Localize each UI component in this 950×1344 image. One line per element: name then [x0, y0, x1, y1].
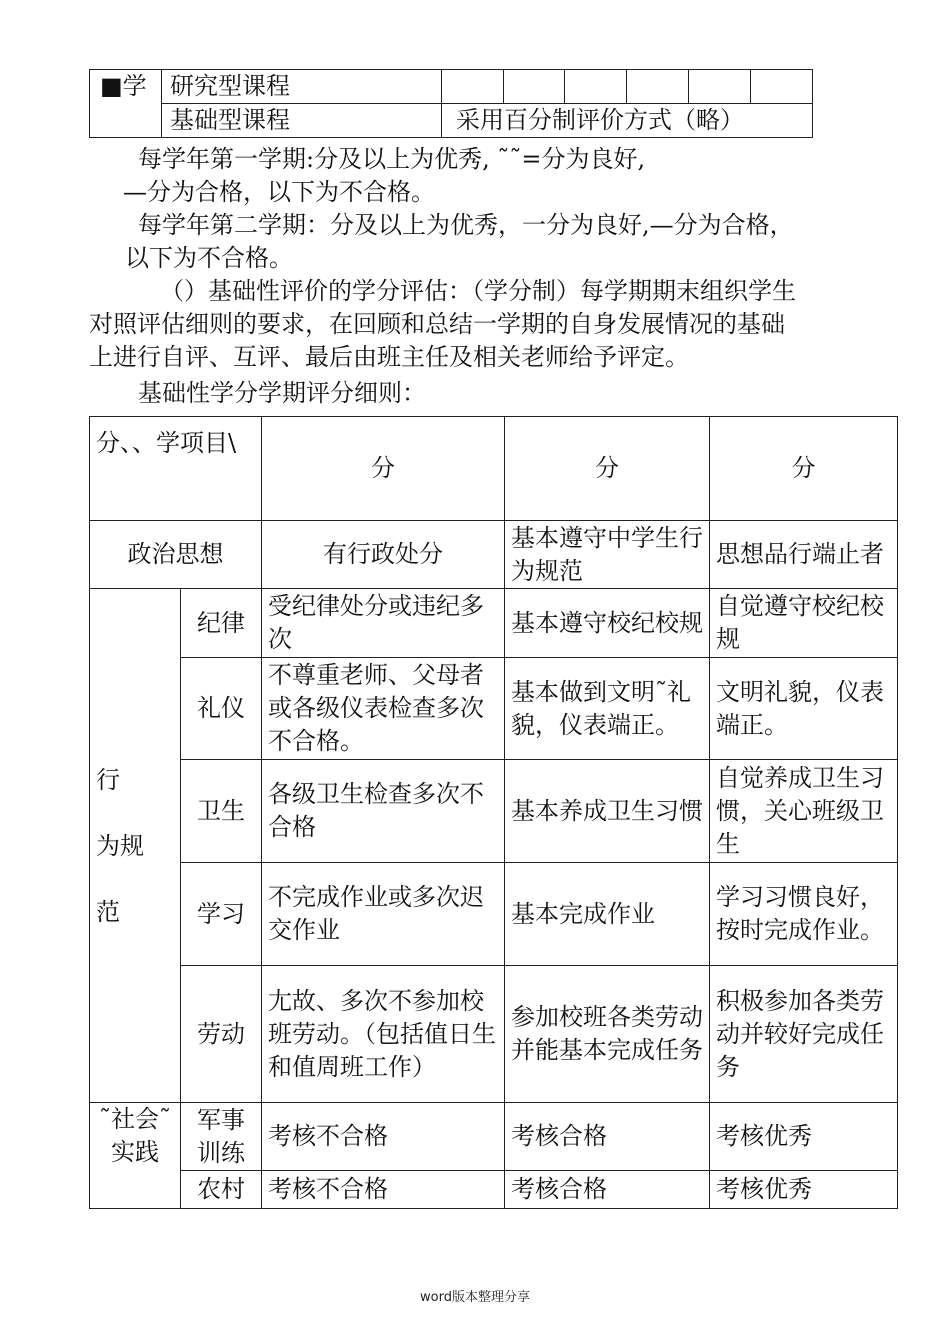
behavior-sub-label: 卫生 [181, 760, 262, 863]
politics-col-1: 有行政处分 [262, 521, 505, 589]
empty-cell [689, 70, 751, 104]
behavior-row-study [90, 863, 898, 966]
research-course-label: 研究型课程 [162, 70, 442, 104]
behavior-group-line: 范 [96, 898, 120, 926]
behavior-sub-label: 纪律 [181, 589, 262, 658]
behavior-group-label [90, 589, 181, 1103]
basic-course-note: 采用百分制评价方式（略） [442, 104, 813, 138]
politics-col-2: 基本遵守中学生行为规范 [505, 521, 710, 589]
behavior-col-1: 尢故、多次不参加校班劳动。（包括值日生和值周班工作） [262, 966, 505, 1103]
social-col-2: 考核合格 [505, 1171, 710, 1209]
social-sub-label: 军事训练 [181, 1103, 262, 1171]
behavior-group-line: 为规 [96, 832, 144, 860]
empty-cell [504, 70, 565, 104]
behavior-row-hygiene [90, 760, 898, 863]
behavior-col-3: 文明礼貌，仪表端正。 [710, 658, 898, 760]
behavior-col-1: 不完成作业或多次迟交作业 [262, 863, 505, 966]
social-col-1: 考核不合格 [262, 1103, 505, 1171]
empty-cell [442, 70, 504, 104]
politics-col-3: 思想品行端止者 [710, 521, 898, 589]
social-col-1: 考核不合格 [262, 1171, 505, 1209]
behavior-row-discipline [90, 589, 898, 658]
behavior-sub-label: 劳动 [181, 966, 262, 1103]
social-group-label: ˜社会˜实践 [90, 1103, 181, 1209]
behavior-col-3: 积极参加各类劳动并较好完成任务 [710, 966, 898, 1103]
paragraph-line: 每学年第二学期：分及以上为优秀，一分为良好,—分为合格， [138, 211, 794, 239]
behavior-col-2: 基本养成卫生习惯 [505, 760, 710, 863]
header-col-1: 分 [262, 417, 505, 521]
behavior-col-1: 受纪律处分或违纪多次 [262, 589, 505, 658]
header-col-2: 分 [505, 417, 710, 521]
social-col-3: 考核优秀 [710, 1171, 898, 1209]
page-footer: word版本整理分享 [420, 1290, 530, 1305]
behavior-col-1: 不尊重老师、父母者或各级仪表检查多次不合格。 [262, 658, 505, 760]
behavior-col-2: 基本完成作业 [505, 863, 710, 966]
paragraph-line: 上进行自评、互评、最后由班主任及相关老师给予评定。 [89, 343, 689, 371]
social-row-rural [90, 1171, 898, 1209]
behavior-group-line: 行 [96, 766, 120, 794]
header-col-3: 分 [710, 417, 898, 521]
paragraph-line: —分为合格，以下为不合格。 [123, 178, 435, 206]
research-course-row [90, 70, 813, 104]
behavior-col-3: 自觉养成卫生习惯，关心班级卫生 [710, 760, 898, 863]
paragraph-line: 以下为不合格。 [125, 244, 293, 272]
behavior-sub-label: 礼仪 [181, 658, 262, 760]
behavior-col-1: 各级卫生检查多次不合格 [262, 760, 505, 863]
behavior-sub-label: 学习 [181, 863, 262, 966]
empty-cell [751, 70, 813, 104]
header-corner: 分、、学项目\ [90, 417, 262, 521]
empty-cell [627, 70, 689, 104]
behavior-col-2: 参加校班各类劳动并能基本完成任务 [505, 966, 710, 1103]
social-sub-label: 农村 [181, 1171, 262, 1209]
politics-label: 政治思想 [90, 521, 262, 589]
behavior-row-etiquette [90, 658, 898, 760]
behavior-col-3: 学习习惯良好，按时完成作业。 [710, 863, 898, 966]
basic-course-row [90, 104, 813, 138]
social-col-3: 考核优秀 [710, 1103, 898, 1171]
basic-course-label: 基础型课程 [162, 104, 442, 138]
empty-cell [565, 70, 627, 104]
behavior-col-3: 自觉遵守校纪校规 [710, 589, 898, 658]
behavior-row-labor [90, 966, 898, 1103]
course-table-lead: ■学 [90, 70, 162, 138]
paragraph-line: 每学年第一学期:分及以上为优秀, ˜˜=分为良好, [138, 145, 646, 173]
paragraph-line: 对照评估细则的要求，在回顾和总结一学期的自身发展情况的基础 [89, 310, 785, 338]
course-table [89, 69, 813, 138]
behavior-col-2: 基本做到文明˜礼貌，仪表端正。 [505, 658, 710, 760]
header-row [90, 417, 898, 521]
behavior-col-2: 基本遵守校纪校规 [505, 589, 710, 658]
social-row-military [90, 1103, 898, 1171]
table-caption: 基础性学分学期评分细则： [138, 379, 426, 407]
scoring-rules-table [89, 416, 898, 1209]
politics-row [90, 521, 898, 589]
social-col-2: 考核合格 [505, 1103, 710, 1171]
paragraph-line: （）基础性评价的学分评估：（学分制）每学期期末组织学生 [160, 277, 796, 305]
